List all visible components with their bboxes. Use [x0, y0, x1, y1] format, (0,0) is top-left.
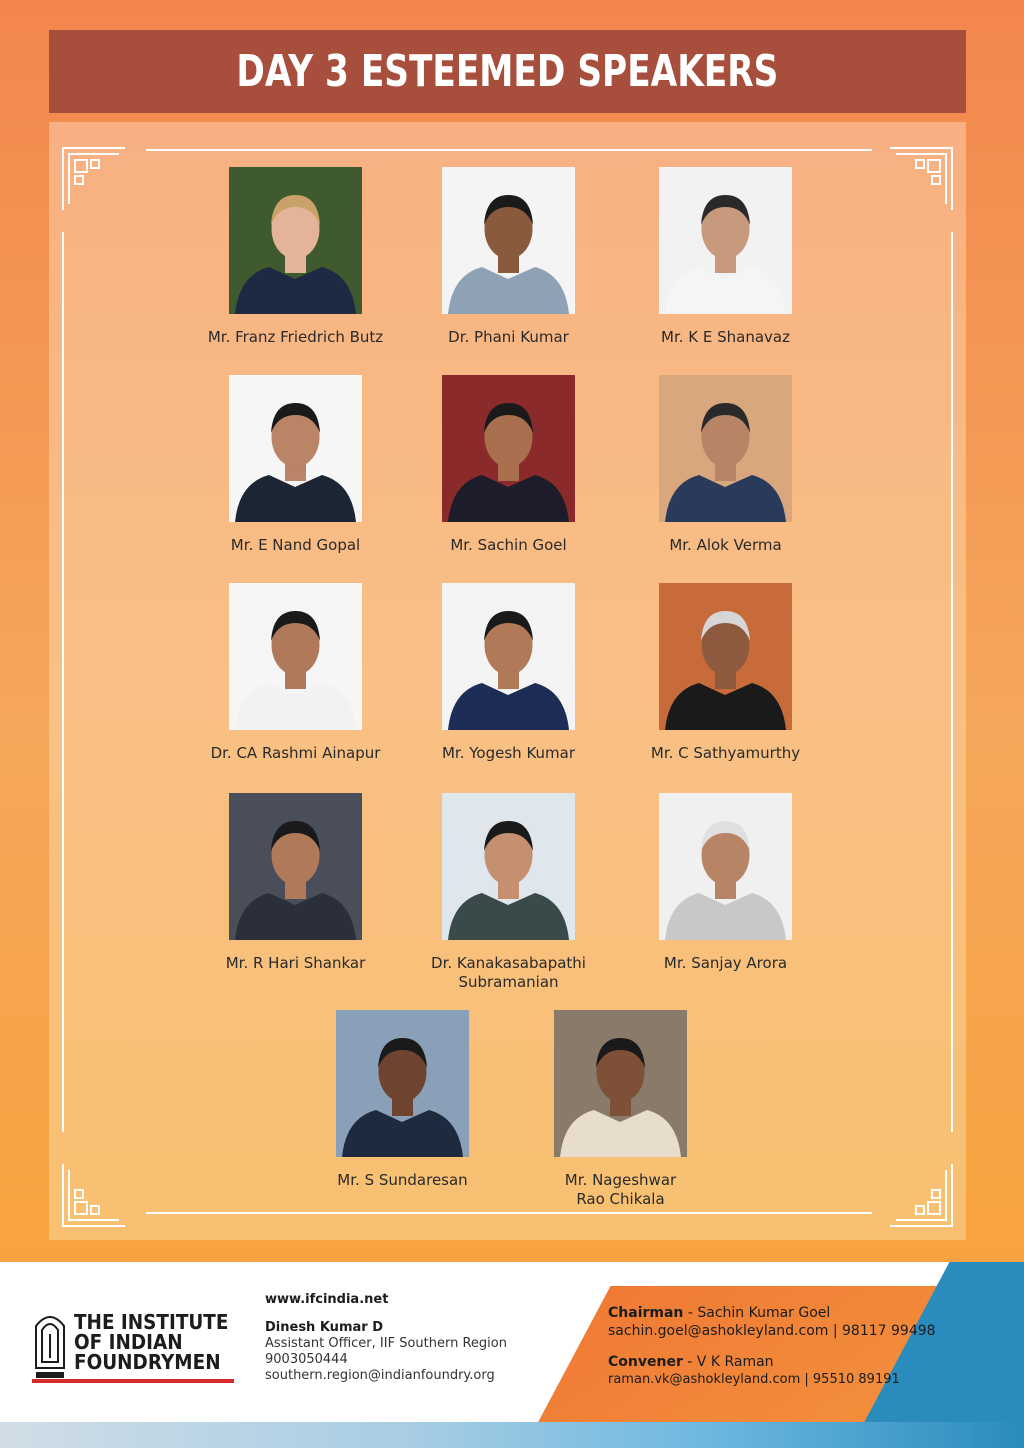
logo-line-3: FOUNDRYMEN	[74, 1350, 221, 1374]
speaker-name-line: Mr. Yogesh Kumar	[441, 744, 576, 762]
page-title: DAY 3 ESTEEMED SPEAKERS	[236, 46, 779, 97]
speaker-name-line: Mr. K E Shanavaz	[661, 328, 790, 346]
speaker-name-line: Mr. S Sundaresan	[337, 1171, 468, 1189]
frame-bottom-line	[146, 1212, 872, 1214]
frame-top-line	[146, 149, 872, 151]
logo-line-1: THE INSTITUTE	[74, 1310, 229, 1334]
speaker-photo	[229, 793, 362, 940]
speaker-photo	[442, 167, 575, 314]
contact-email[interactable]: southern.region@indianfoundry.org	[265, 1368, 495, 1383]
speaker-name-line: Mr. Nageshwar	[564, 1171, 677, 1189]
footer	[0, 1262, 1024, 1448]
speaker-photo	[229, 375, 362, 522]
speaker-photo	[229, 583, 362, 730]
speaker-photo	[229, 167, 362, 314]
speaker-name-line: Dr. Kanakasabapathi	[431, 954, 586, 972]
speaker-photo	[554, 1010, 687, 1157]
chairman-name: - Sachin Kumar Goel	[683, 1305, 831, 1321]
speaker-name	[389, 954, 629, 992]
speaker-photo	[659, 167, 792, 314]
corner-ornament-top-left	[61, 146, 127, 212]
speaker-name-line-2: Rao Chikala	[576, 1190, 665, 1208]
contact-name: Dinesh Kumar D	[265, 1320, 383, 1335]
speaker-name-line: Mr. R Hari Shankar	[225, 954, 366, 972]
speaker-photo	[336, 1010, 469, 1157]
corner-ornament-bottom-right	[888, 1162, 954, 1228]
chairman-contact[interactable]: sachin.goel@ashokleyland.com | 98117 99498	[608, 1323, 936, 1339]
speaker-name	[389, 328, 629, 347]
speaker-photo	[442, 793, 575, 940]
speaker-name-line-2: Subramanian	[458, 973, 559, 991]
speaker-name-line: Mr. Franz Friedrich Butz	[207, 328, 384, 346]
speaker-name	[606, 328, 846, 347]
speaker-name	[176, 536, 416, 555]
contact-role: Assistant Officer, IIF Southern Region	[265, 1336, 507, 1351]
regional-contact	[265, 1292, 507, 1384]
corner-ornament-top-right	[888, 146, 954, 212]
title-banner	[49, 30, 966, 113]
frame-left-line	[62, 232, 64, 1132]
iif-logo-text	[74, 1312, 228, 1372]
speaker-name	[606, 536, 846, 555]
speaker-name-line: Mr. Sanjay Arora	[663, 954, 788, 972]
logo-line-2: OF INDIAN	[74, 1330, 183, 1354]
speaker-name	[176, 328, 416, 347]
corner-ornament-bottom-left	[61, 1162, 127, 1228]
speaker-name	[389, 744, 629, 763]
speaker-name	[176, 954, 416, 973]
frame-right-line	[951, 232, 953, 1132]
logo-red-rule	[32, 1379, 234, 1383]
speaker-photo	[659, 583, 792, 730]
speaker-name	[606, 744, 846, 763]
speaker-name-line: Mr. E Nand Gopal	[230, 536, 361, 554]
convener-label: Convener	[608, 1354, 683, 1370]
footer-bottom-stripe	[0, 1422, 1024, 1448]
speaker-name	[389, 536, 629, 555]
speaker-name	[501, 1171, 741, 1209]
speaker-photo	[659, 375, 792, 522]
iif-emblem-icon	[32, 1306, 68, 1384]
convener-name: - V K Raman	[682, 1354, 774, 1370]
speaker-photo	[442, 583, 575, 730]
convener-contact[interactable]: raman.vk@ashokleyland.com | 95510 89191	[608, 1372, 900, 1387]
speaker-photo	[659, 793, 792, 940]
committee-contact	[608, 1304, 936, 1389]
speaker-name-line: Mr. Sachin Goel	[450, 536, 567, 554]
speaker-name	[176, 744, 416, 763]
speaker-name	[283, 1171, 523, 1190]
speaker-name-line: Dr. Phani Kumar	[448, 328, 569, 346]
speaker-name-line: Mr. C Sathyamurthy	[650, 744, 801, 762]
chairman-label: Chairman	[608, 1305, 684, 1321]
speaker-name-line: Mr. Alok Verma	[669, 536, 782, 554]
speaker-photo	[442, 375, 575, 522]
website-link[interactable]: www.ifcindia.net	[265, 1292, 389, 1307]
contact-phone: 9003050444	[265, 1352, 348, 1367]
speaker-name-line: Dr. CA Rashmi Ainapur	[210, 744, 381, 762]
speaker-name	[606, 954, 846, 973]
